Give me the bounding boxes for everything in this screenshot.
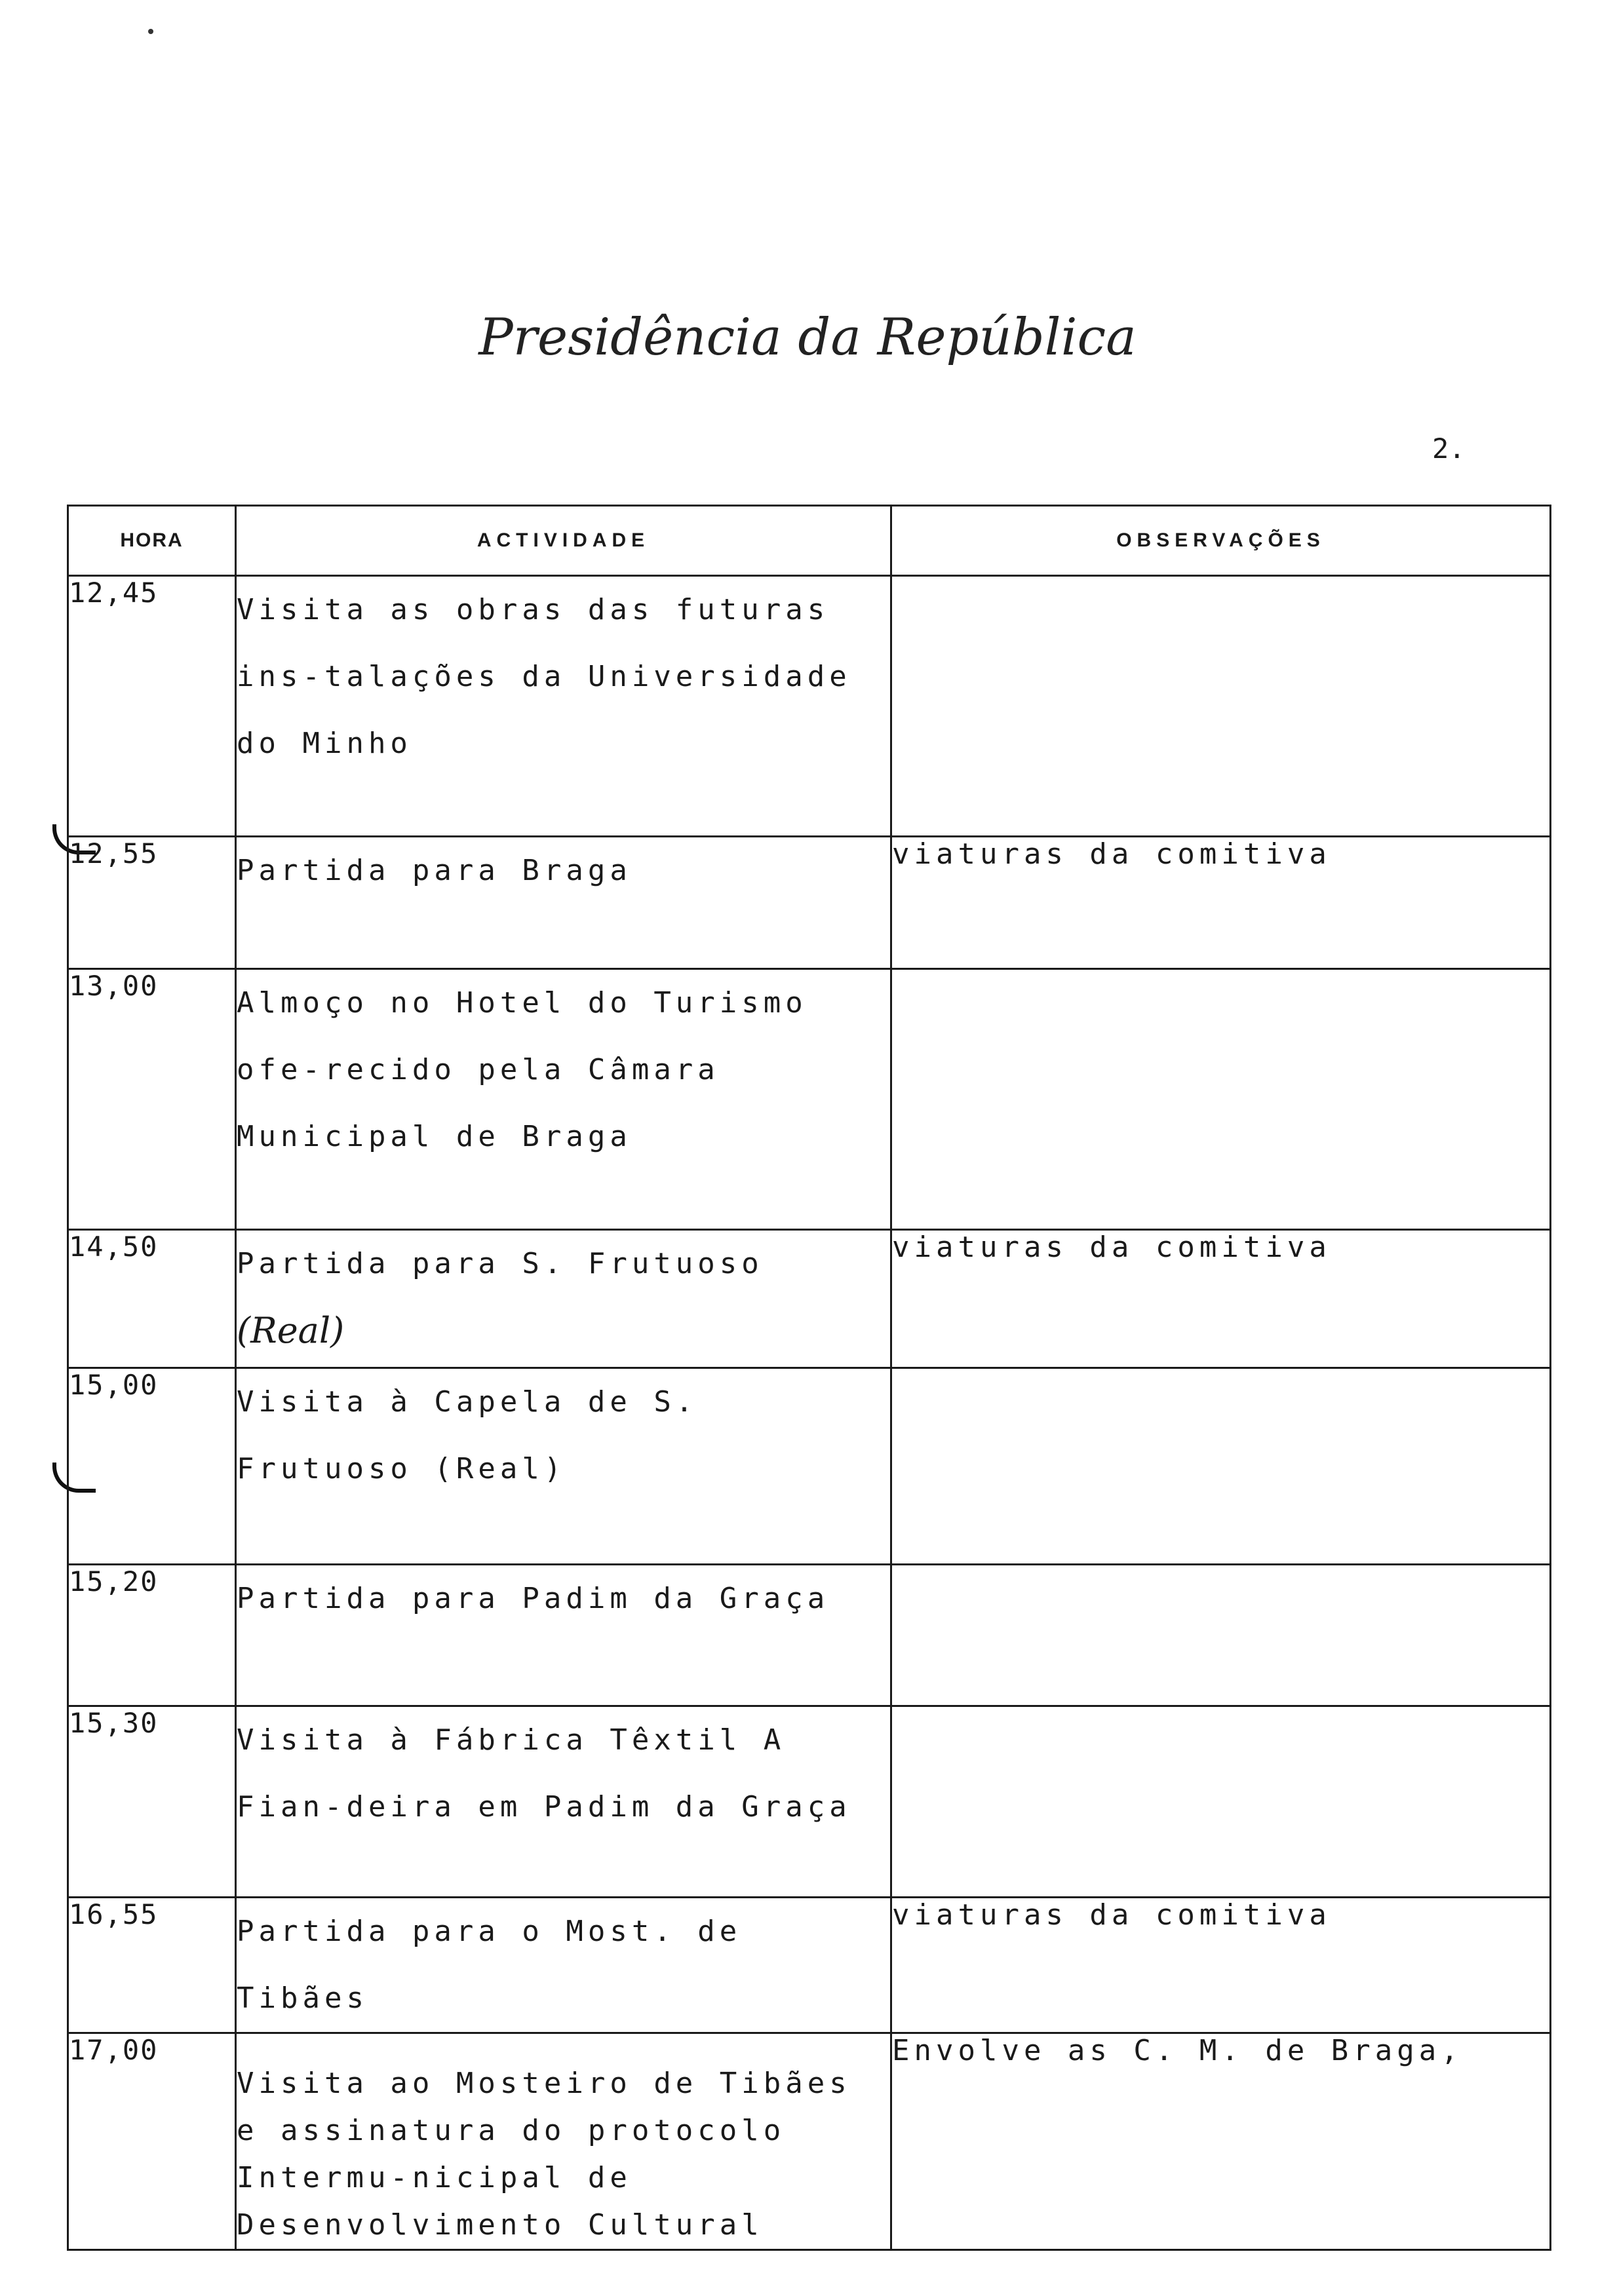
schedule-table [67, 505, 1551, 2251]
speck [148, 29, 153, 34]
table-row [68, 1565, 1551, 1706]
notes-cell [891, 1706, 1551, 1898]
table-row [68, 1230, 1551, 1368]
notes-cell [891, 1368, 1551, 1565]
time-cell: 15,00 [68, 1368, 236, 1565]
table-header-row [68, 506, 1551, 576]
activity-cell: Partida para o Most. de Tibães [236, 1898, 891, 2033]
table-row [68, 1706, 1551, 1898]
letterhead: Presidência da República [478, 308, 1137, 367]
notes-cell: viaturas da comitiva [891, 837, 1551, 969]
time-cell: 15,20 [68, 1565, 236, 1706]
time-cell: 12,45 [68, 576, 236, 837]
activity-text: Partida para S. Frutuoso [237, 1247, 764, 1280]
header-actividade: ACTIVIDADE [236, 506, 891, 576]
notes-cell: Envolve as C. M. de Braga, [891, 2033, 1551, 2250]
time-cell: 16,55 [68, 1898, 236, 2033]
notes-cell: viaturas da comitiva [891, 1230, 1551, 1368]
time-cell: 12,55 [68, 837, 236, 969]
activity-cell: Visita à Fábrica Têxtil A Fian-deira em Padim da Graça [236, 1706, 891, 1898]
notes-cell: viaturas da comitiva [891, 1898, 1551, 2033]
notes-cell [891, 969, 1551, 1230]
activity-cell: Visita à Capela de S. Frutuoso (Real) [236, 1368, 891, 1565]
table-row [68, 969, 1551, 1230]
table-row [68, 2033, 1551, 2250]
activity-cell [236, 1230, 891, 1368]
activity-cell: Visita ao Mosteiro de Tibães e assinatura do protocolo Intermu-nicipal de Desenvolvimento Cultural [236, 2033, 891, 2250]
table-row [68, 1368, 1551, 1565]
time-cell: 17,00 [68, 2033, 236, 2250]
header-hora: HORA [68, 506, 236, 576]
handwritten-annotation: (Real) [237, 1310, 345, 1351]
activity-cell: Almoço no Hotel do Turismo ofe-recido pela Câmara Municipal de Braga [236, 969, 891, 1230]
notes-cell [891, 576, 1551, 837]
time-cell: 15,30 [68, 1706, 236, 1898]
activity-cell: Partida para Padim da Graça [236, 1565, 891, 1706]
time-cell: 13,00 [68, 969, 236, 1230]
header-observacoes: OBSERVAÇÕES [891, 506, 1551, 576]
page-number: 2. [1432, 432, 1466, 465]
table-row [68, 576, 1551, 837]
table-row [68, 837, 1551, 969]
activity-cell: Visita as obras das futuras ins-talações da Universidade do Minho [236, 576, 891, 837]
activity-cell: Partida para Braga [236, 837, 891, 969]
time-cell: 14,50 [68, 1230, 236, 1368]
notes-cell [891, 1565, 1551, 1706]
table-row [68, 1898, 1551, 2033]
